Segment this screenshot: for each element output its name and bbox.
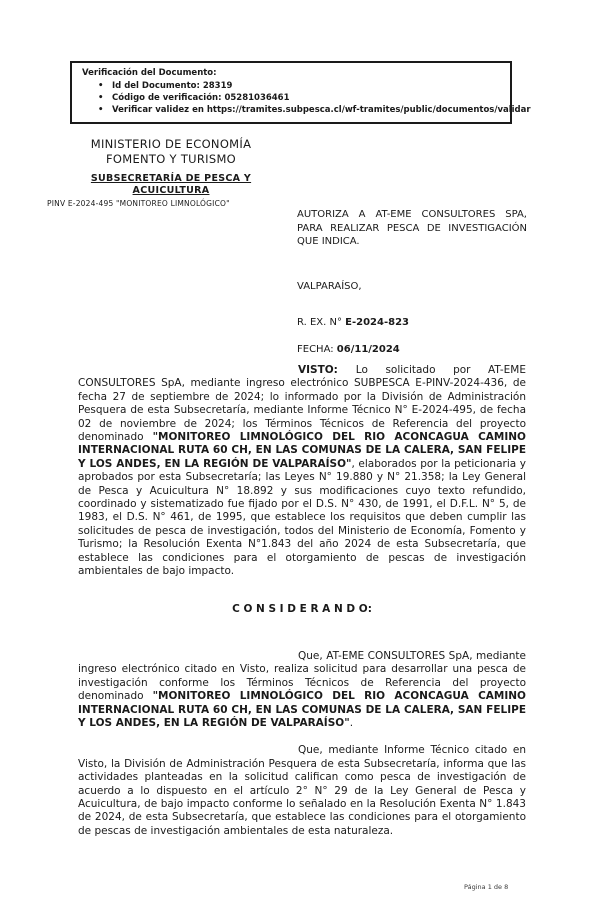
page-number-indicator: Página 1 de 8	[464, 883, 509, 891]
bullet-icon: •	[98, 105, 104, 115]
resolution-subject: AUTORIZA A AT-EME CONSULTORES SPA, PARA REALIZAR PESCA DE INVESTIGACIÓN QUE INDICA.	[297, 209, 527, 247]
visto-text-after: , elaborados por la peticionaria y aprobados por esta Subsecretaría; las Leyes N° 19.880 y N° 21.358; la Ley General de Pesca y Acuicultura N° 18.892 y sus modificaciones cuyo texto refundido, coordinado y sistematizado fue fijado por el D.S. N° 430, de 1991, el D.F.L. N° 5, de 1983, el D.S. N° 461, de 1995, que establece los requisitos que deben cumplir las solicitudes de pesca de investigación, todos del Ministerio de Economía, Fomento y Turismo; la Resolución Exenta N°1.843 del año 2024 de esta Subsecretaría, que establece las condiciones para el otorgamiento de pescas de investigación ambientales de bajo impacto.	[78, 457, 526, 578]
considerando-paragraph-2: Que, mediante Informe Técnico citado en Visto, la División de Administración Pesquera de esta Subsecretaría, informa que las actividades planteadas en la solicitud califican como pesca de investigación de acuerdo a lo dispuesto en el artículo 2° N° 29 de la Ley General de Pesca y Acuicultura, de bajo impacto conforme lo señalado en la Resolución Exenta N° 1.843 de 2024, de esta Subsecretaría, que establece las condiciones para el otorgamiento de pescas de investigación ambientales de esta naturaleza.	[78, 744, 526, 837]
visto-project-title: "MONITOREO LIMNOLÓGICO DEL RIO ACONCAGUA CAMINO INTERNACIONAL RUTA 60 CH, EN LAS COMUNAS DE LA CALERA, SAN FELIPE Y LOS ANDES, EN LA REGIÓN DE VALPARAÍSO"	[78, 431, 526, 470]
verification-validate-url: Verificar validez en https://tramites.subpesca.cl/wf-tramites/public/documentos/validar	[112, 105, 531, 115]
considerando1-text-before: Que, AT-EME CONSULTORES SpA, mediante ingreso electrónico citado en Visto, realiza solicitud para desarrollar una pesca de investigación conforme los Términos Técnicos de Referencia del proyecto denominado	[78, 649, 526, 703]
considerando-paragraph-1	[78, 650, 526, 730]
considerando-heading: C O N S I D E R A N D O:	[232, 602, 372, 615]
subsecretaria-title	[38, 173, 304, 196]
visto-text-before: Lo solicitado por AT-EME CONSULTORES SpA, mediante ingreso electrónico SUBPESCA E-PINV-2024-436, de fecha 27 de septiembre de 2024; lo informado por la División de Administración Pesquera de esta Subsecretaría, mediante Informe Técnico N° E-2024-495, de fecha 02 de noviembre de 2024; los Términos Técnicos de Referencia del proyecto denominado	[78, 364, 526, 444]
date-label: FECHA:	[297, 344, 337, 355]
bullet-icon: •	[98, 93, 104, 103]
verification-item-text: Id del Documento: 28319	[112, 81, 233, 91]
date-value: 06/11/2024	[336, 344, 400, 355]
verification-item-document-id	[82, 80, 502, 92]
project-reference: PINV E-2024-495 "MONITOREO LIMNOLÓGICO"	[47, 199, 230, 208]
ministry-name-line1: MINISTERIO DE ECONOMÍA	[90, 137, 252, 151]
verification-box	[70, 61, 531, 124]
verification-item-code	[82, 92, 502, 104]
considerando1-project-title: "MONITOREO LIMNOLÓGICO DEL RIO ACONCAGUA CAMINO INTERNACIONAL RUTA 60 CH, EN LAS COMUNAS DE LA CALERA, SAN FELIPE Y LOS ANDES, EN LA REGIÓN DE VALPARAÍSO"	[78, 690, 526, 729]
letterhead	[38, 137, 304, 196]
visto-paragraph	[78, 364, 526, 579]
considerando1-text-after: .	[349, 716, 354, 729]
ministry-name-line2: FOMENTO Y TURISMO	[105, 151, 237, 166]
date-line	[297, 344, 400, 355]
verification-item-text: Código de verificación: 05281036461	[112, 93, 290, 103]
verification-title: Verificación del Documento:	[82, 68, 217, 78]
resolution-number-value: E-2024-823	[345, 317, 409, 328]
resolution-number-label: R. EX. N°	[297, 317, 346, 328]
city-line: VALPARAÍSO,	[297, 281, 362, 292]
visto-label: VISTO:	[298, 364, 356, 376]
resolution-number-line	[297, 317, 409, 328]
bullet-icon: •	[98, 81, 104, 91]
verification-item-url	[82, 104, 531, 116]
subsecretaria-line2: ACUICULTURA	[132, 184, 210, 196]
document-body	[78, 364, 526, 838]
subsecretaria-line1: SUBSECRETARÍA DE PESCA Y	[90, 173, 252, 184]
